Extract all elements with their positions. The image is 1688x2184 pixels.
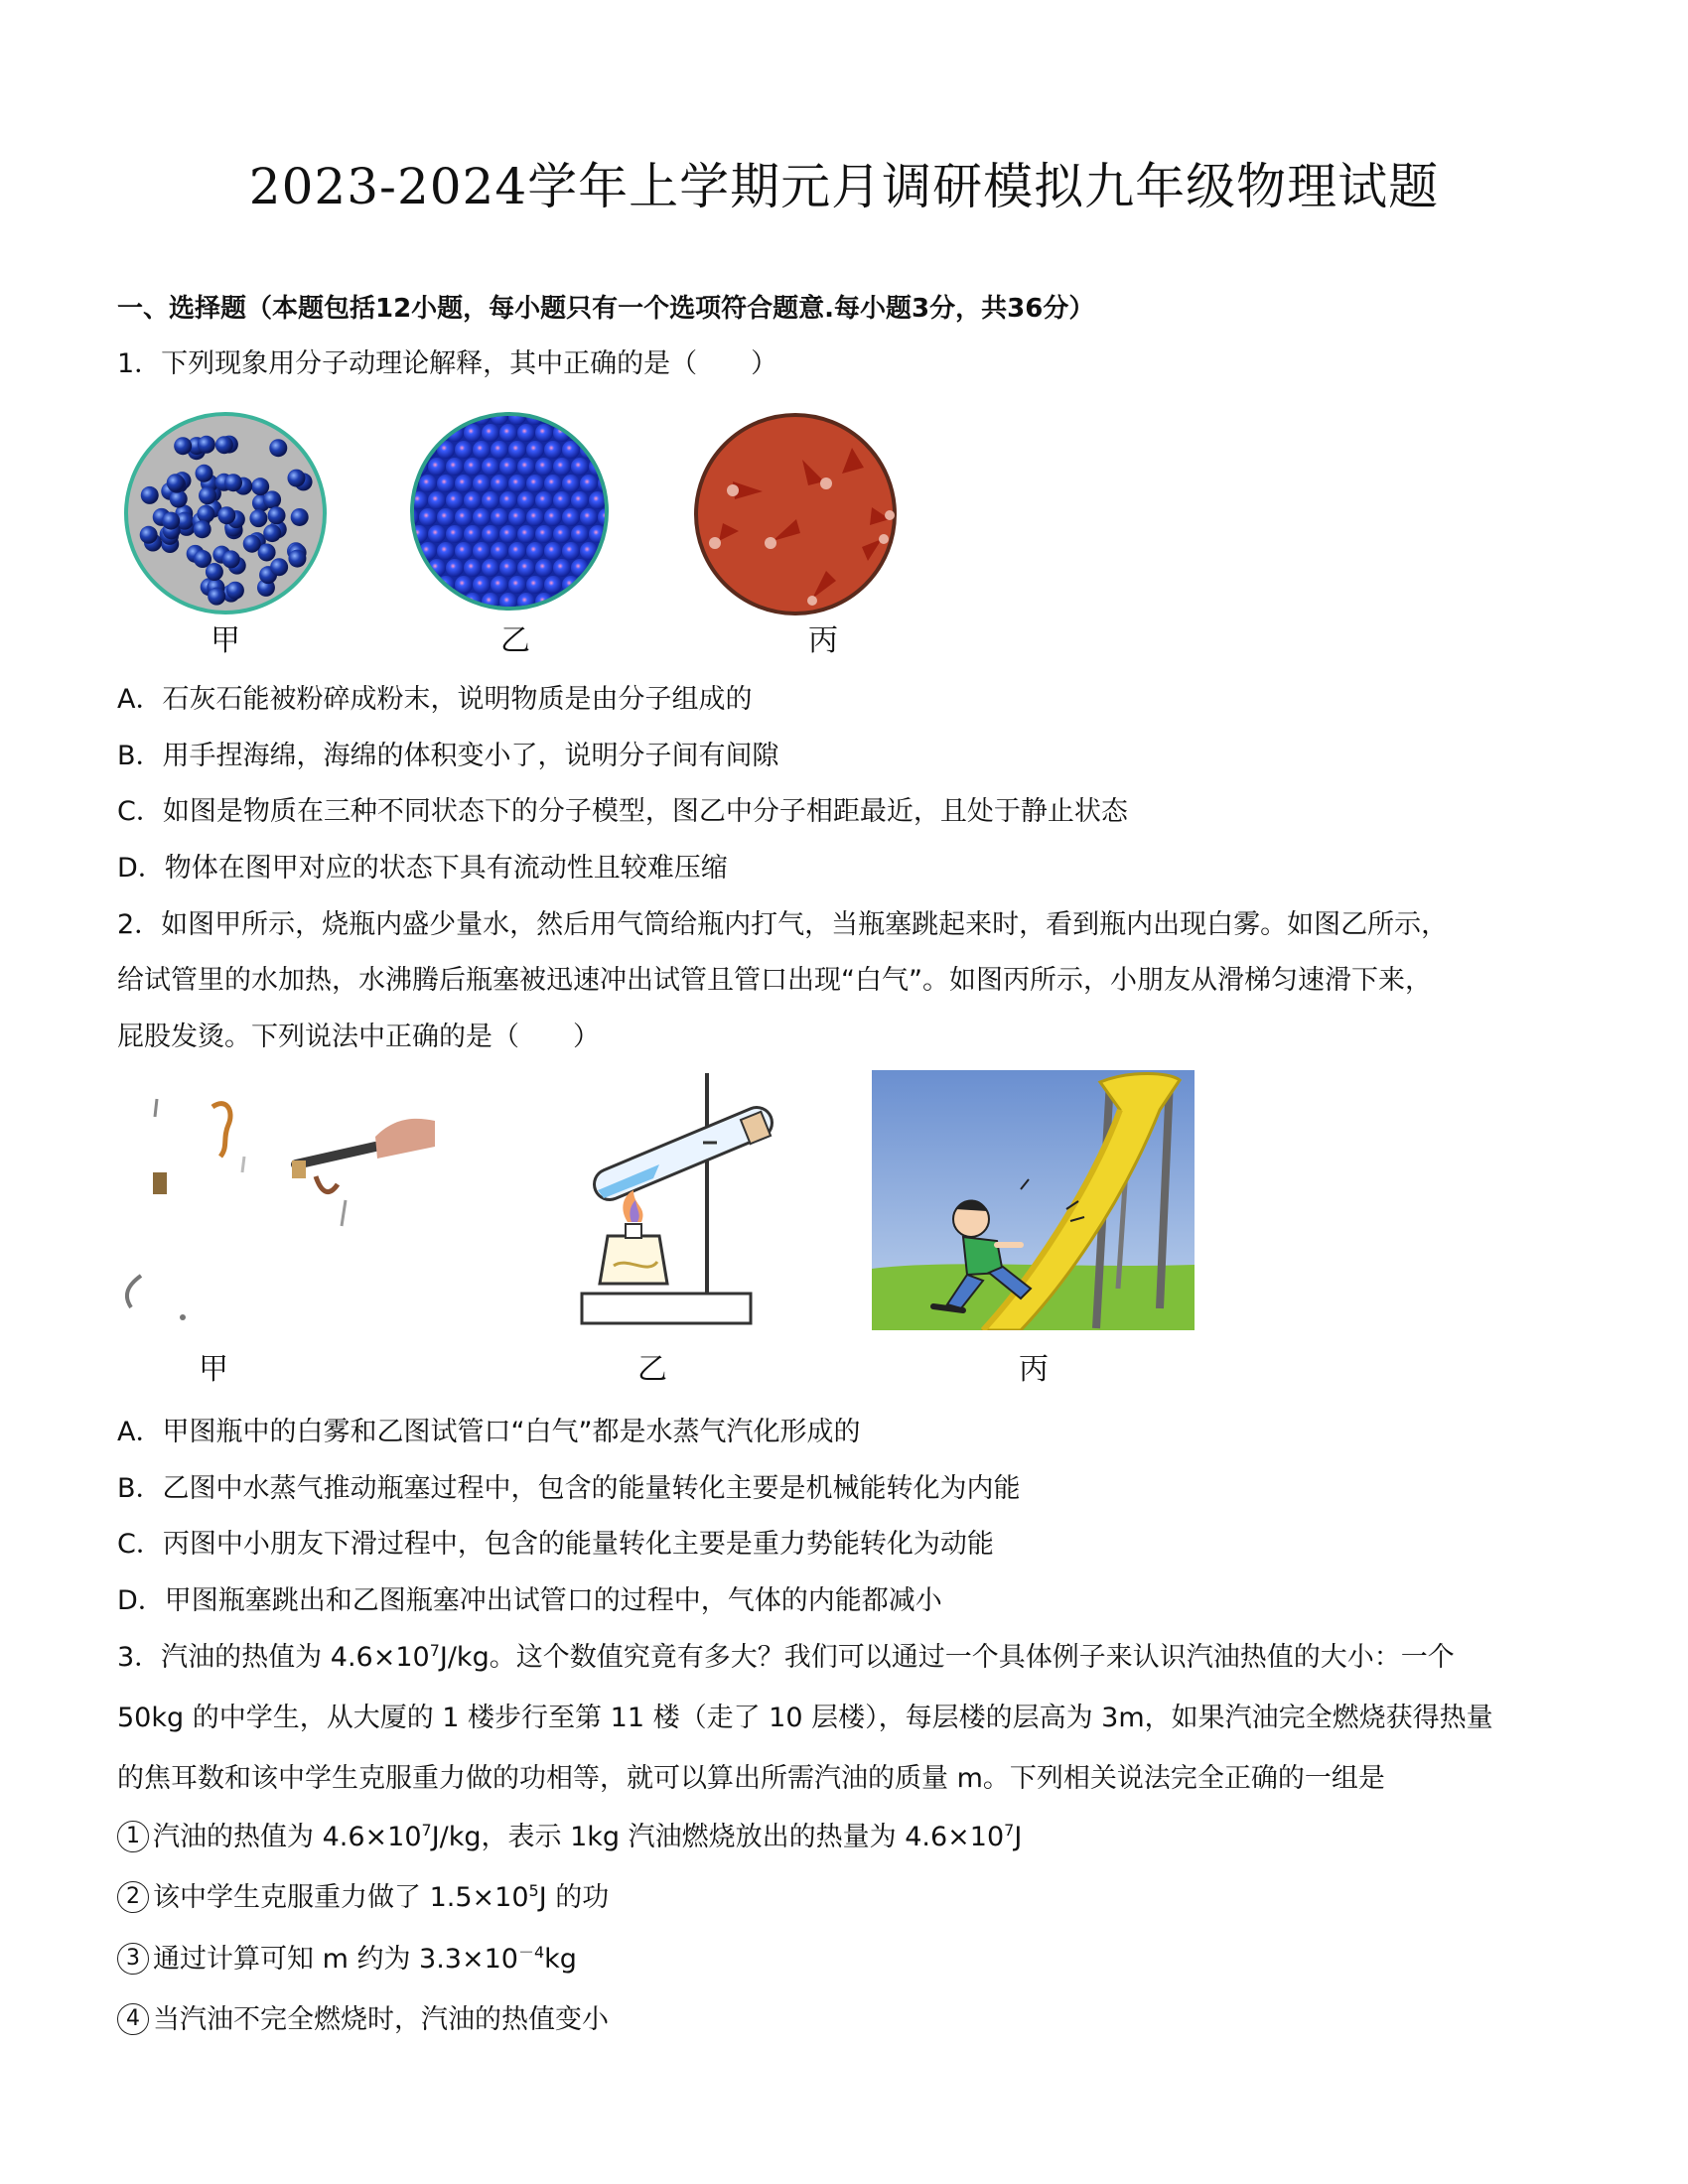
- molecule-sphere: [270, 558, 288, 576]
- molecule-sphere: [508, 475, 526, 492]
- molecule-sphere: [526, 576, 544, 594]
- molecule-sphere: [499, 559, 517, 577]
- molecule-sphere: [607, 525, 614, 543]
- molecule-sphere: [598, 576, 614, 594]
- superscript: 7: [1004, 1821, 1015, 1840]
- question-2-stem-line: 2．如图甲所示，烧瓶内盛少量水，然后用气筒给瓶内打气，当瓶塞跳起来时，看到瓶内出现白雾。如图乙所示，: [117, 909, 1449, 940]
- molecule-sphere: [482, 491, 499, 509]
- molecule-sphere: [535, 491, 553, 509]
- superscript: 7: [421, 1821, 432, 1840]
- text-fragment: 3．汽油的热值为 4.6×10: [117, 1642, 430, 1673]
- circled-number: 3: [117, 1943, 149, 1975]
- molecule-sphere: [473, 441, 491, 459]
- molecule-sphere: [580, 412, 598, 425]
- flask-pump-illustration: [117, 1077, 435, 1325]
- molecule-sphere: [562, 508, 580, 526]
- molecule-sphere: [553, 525, 571, 543]
- molecule-sphere: [473, 542, 491, 560]
- molecule-sphere: [437, 475, 455, 492]
- molecule-sphere: [446, 559, 464, 577]
- molecule-sphere: [473, 475, 491, 492]
- molecule-sphere: [410, 424, 428, 442]
- molecule-sphere: [517, 559, 535, 577]
- molecule-sphere: [517, 525, 535, 543]
- molecule-sphere: [437, 508, 455, 526]
- molecule-sphere: [446, 525, 464, 543]
- molecule-sphere: [535, 559, 553, 577]
- slide-child-illustration: [872, 1070, 1195, 1330]
- molecule-sphere: [544, 475, 562, 492]
- statement-3: [117, 1940, 1577, 1979]
- molecule-sphere: [598, 412, 614, 425]
- molecule-sphere: [174, 437, 192, 455]
- molecule-sphere: [198, 436, 215, 454]
- molecule-sphere: [491, 542, 508, 560]
- option-c: C．如图是物质在三种不同状态下的分子模型，图乙中分子相距最近，且处于静止状态: [117, 796, 1128, 827]
- molecule-sphere: [217, 506, 235, 524]
- molecule-sphere: [224, 474, 242, 491]
- molecule-sphere: [141, 486, 159, 504]
- molecule-sphere: [535, 424, 553, 442]
- molecule-sphere: [263, 524, 281, 542]
- circled-number: 4: [117, 2003, 149, 2035]
- molecule-sphere: [428, 525, 446, 543]
- molecule-sphere: [562, 412, 580, 425]
- molecule-sphere: [544, 576, 562, 594]
- molecule-sphere: [526, 542, 544, 560]
- molecule-sphere: [464, 458, 482, 476]
- text-fragment: 汽油的热值为 4.6×10: [153, 1822, 422, 1852]
- question-3-stem-line: [117, 1638, 1577, 1678]
- molecule-sphere: [607, 424, 614, 442]
- molecule-sphere: [428, 491, 446, 509]
- figure-caption: 甲: [199, 1352, 228, 1387]
- molecule-sphere: [553, 491, 571, 509]
- molecule-sphere: [571, 525, 589, 543]
- molecule-sphere: [607, 458, 614, 476]
- molecule-sphere: [410, 576, 419, 594]
- molecule-sphere: [419, 576, 437, 594]
- solid-molecule-diagram: [124, 412, 333, 620]
- molecule-sphere: [419, 412, 437, 425]
- molecule-sphere: [428, 593, 446, 611]
- molecule-sphere: [491, 441, 508, 459]
- figure-caption: 丙: [1019, 1352, 1049, 1387]
- molecule-sphere: [491, 576, 508, 594]
- text-fragment: J 的功: [538, 1882, 610, 1913]
- molecule-sphere: [269, 439, 287, 457]
- option-b: B．乙图中水蒸气推动瓶塞过程中，包含的能量转化主要是机械能转化为内能: [117, 1473, 1021, 1504]
- molecule-sphere: [455, 441, 473, 459]
- figure-caption: 甲: [211, 623, 240, 658]
- molecule-sphere: [517, 424, 535, 442]
- molecule-sphere: [194, 520, 211, 538]
- option-c: C．丙图中小朋友下滑过程中，包含的能量转化主要是重力势能转化为动能: [117, 1529, 994, 1560]
- molecule-sphere: [544, 441, 562, 459]
- molecule-sphere: [499, 424, 517, 442]
- molecule-sphere: [535, 525, 553, 543]
- molecule-sphere: [199, 486, 216, 504]
- molecule-sphere: [580, 576, 598, 594]
- molecule-sphere: [167, 474, 185, 491]
- molecule-sphere: [410, 441, 419, 459]
- molecule-sphere: [499, 458, 517, 476]
- text-fragment: 通过计算可知 m 约为 3.3×10: [153, 1944, 518, 1975]
- molecule-sphere: [517, 491, 535, 509]
- molecule-sphere: [410, 412, 419, 425]
- molecule-sphere: [437, 542, 455, 560]
- molecule-sphere: [437, 412, 455, 425]
- figure-caption: 丙: [808, 623, 838, 658]
- molecule-sphere: [243, 535, 261, 553]
- molecule-sphere: [162, 512, 180, 530]
- lattice-molecule-diagram: [410, 412, 614, 615]
- molecule-sphere: [562, 475, 580, 492]
- molecule-sphere: [491, 508, 508, 526]
- superscript: －4: [517, 1943, 545, 1962]
- molecule-sphere: [464, 424, 482, 442]
- molecule-sphere: [526, 475, 544, 492]
- molecule-sphere: [553, 559, 571, 577]
- molecule-sphere: [499, 525, 517, 543]
- molecule-sphere: [428, 458, 446, 476]
- question-2-stem-line: 给试管里的水加热，水沸腾后瓶塞被迅速冲出试管且管口出现“白气”。如图丙所示，小朋友从滑梯匀速滑下来，: [117, 965, 1432, 996]
- molecule-sphere: [526, 508, 544, 526]
- text-fragment: J/kg。这个数值究竟有多大？我们可以通过一个具体例子来认识汽油热值的大小：一个: [439, 1642, 1455, 1673]
- molecule-sphere: [455, 576, 473, 594]
- molecule-sphere: [473, 508, 491, 526]
- molecule-sphere: [473, 576, 491, 594]
- molecule-sphere: [215, 436, 233, 454]
- molecule-sphere: [249, 509, 267, 527]
- molecule-sphere: [562, 542, 580, 560]
- molecule-sphere: [508, 542, 526, 560]
- molecule-sphere: [268, 506, 286, 524]
- molecule-sphere: [419, 475, 437, 492]
- statement-1: [117, 1818, 1577, 1857]
- molecule-sphere: [455, 475, 473, 492]
- molecule-sphere: [288, 550, 306, 568]
- molecule-sphere: [464, 525, 482, 543]
- molecule-sphere: [482, 458, 499, 476]
- molecule-sphere: [208, 588, 225, 606]
- molecule-sphere: [544, 542, 562, 560]
- option-a: A．甲图瓶中的白雾和乙图试管口“白气”都是水蒸气汽化形成的: [117, 1417, 861, 1447]
- circled-number: 1: [117, 1821, 149, 1852]
- molecule-sphere: [499, 491, 517, 509]
- test-tube-heating-illustration: [568, 1067, 776, 1327]
- molecule-sphere: [446, 491, 464, 509]
- page-title: 2023-2024学年上学期元月调研模拟九年级物理试题: [248, 158, 1440, 215]
- molecule-sphere: [598, 441, 614, 459]
- molecule-sphere: [589, 593, 607, 611]
- option-b: B．用手捏海绵，海绵的体积变小了，说明分子间有间隙: [117, 741, 779, 771]
- molecule-sphere: [482, 525, 499, 543]
- question-3-stem-line: 的焦耳数和该中学生克服重力做的功相等，就可以算出所需汽油的质量 m。下列相关说法完全正确的一组是: [117, 1763, 1385, 1794]
- text-fragment: kg: [544, 1944, 577, 1975]
- section-heading: 一、选择题（本题包括12小题，每小题只有一个选项符合题意.每小题3分，共36分）: [117, 294, 1095, 324]
- text-fragment: 该中学生克服重力做了 1.5×10: [153, 1882, 529, 1913]
- option-d: D．物体在图甲对应的状态下具有流动性且较难压缩: [117, 853, 728, 884]
- text-fragment: 当汽油不完全燃烧时，汽油的热值变小: [153, 2004, 609, 2035]
- molecule-sphere: [571, 458, 589, 476]
- molecule-sphere: [251, 478, 269, 495]
- molecule-sphere: [508, 441, 526, 459]
- molecule-sphere: [482, 559, 499, 577]
- circled-number: 2: [117, 1881, 149, 1913]
- molecule-sphere: [535, 458, 553, 476]
- molecule-sphere: [410, 593, 428, 611]
- molecule-sphere: [508, 576, 526, 594]
- molecule-sphere: [571, 593, 589, 611]
- superscript: 5: [528, 1881, 539, 1900]
- molecule-sphere: [589, 424, 607, 442]
- molecule-sphere: [464, 559, 482, 577]
- gas-molecule-diagram: [693, 412, 902, 620]
- molecule-sphere: [446, 458, 464, 476]
- molecule-sphere: [580, 508, 598, 526]
- molecule-sphere: [419, 508, 437, 526]
- molecule-sphere: [580, 475, 598, 492]
- molecule-sphere: [526, 441, 544, 459]
- molecule-sphere: [607, 593, 614, 611]
- option-a: A．石灰石能被粉碎成粉末，说明物质是由分子组成的: [117, 684, 753, 715]
- question-2-stem-line: 屁股发烫。下列说法中正确的是（ ）: [117, 1022, 600, 1052]
- figure-caption: 乙: [500, 623, 530, 658]
- molecule-sphere: [508, 508, 526, 526]
- figure-caption: 乙: [637, 1352, 667, 1387]
- molecule-sphere: [196, 465, 213, 482]
- superscript: 7: [429, 1641, 440, 1660]
- molecule-sphere: [544, 508, 562, 526]
- molecule-sphere: [455, 542, 473, 560]
- molecule-sphere: [455, 508, 473, 526]
- option-d: D．甲图瓶塞跳出和乙图瓶塞冲出试管口的过程中，气体的内能都减小: [117, 1585, 942, 1616]
- statement-2: [117, 1878, 1577, 1918]
- molecule-sphere: [287, 470, 305, 487]
- molecule-sphere: [553, 458, 571, 476]
- molecule-sphere: [222, 550, 240, 568]
- molecule-sphere: [291, 508, 309, 526]
- molecule-sphere: [206, 563, 223, 581]
- molecule-sphere: [464, 491, 482, 509]
- molecule-sphere: [571, 491, 589, 509]
- question-3-stem-line: 50kg 的中学生，从大厦的 1 楼步行至第 11 楼（走了 10 层楼），每层楼的层高为 3m，如果汽油完全燃烧获得热量: [117, 1703, 1493, 1733]
- molecule-sphere: [517, 458, 535, 476]
- text-fragment: J: [1014, 1822, 1023, 1852]
- question-1-stem: 1．下列现象用分子动理论解释，其中正确的是（ ）: [117, 348, 778, 379]
- molecule-sphere: [226, 582, 244, 600]
- molecule-sphere: [197, 505, 214, 523]
- statement-4: [117, 2000, 1577, 2040]
- molecule-sphere: [607, 559, 614, 577]
- molecule-sphere: [491, 475, 508, 492]
- molecule-sphere: [482, 424, 499, 442]
- text-fragment: J/kg，表示 1kg 汽油燃烧放出的热量为 4.6×10: [431, 1822, 1005, 1852]
- molecule-sphere: [140, 526, 158, 544]
